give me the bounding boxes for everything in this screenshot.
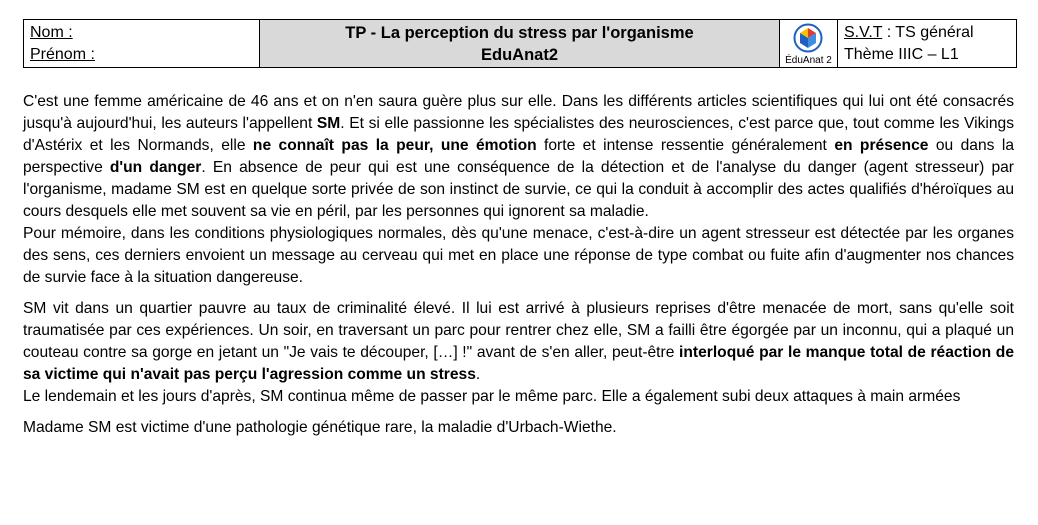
subject-level: : TS général [882, 24, 974, 41]
document-body [23, 91, 1014, 439]
prenom-label: Prénom : [30, 46, 95, 63]
eduanat-logo-icon [793, 23, 823, 53]
student-info-cell [24, 20, 260, 67]
logo-text: ÉduAnat 2 [785, 55, 832, 66]
page-subtitle: EduAnat2 [480, 46, 558, 64]
paragraph-4: Le lendemain et les jours d'après, SM continua même de passer par le même parc. Elle a également subi deux attaques à main armées [23, 388, 961, 405]
subject-cell [838, 20, 1016, 67]
theme-label: Thème IIIC – L1 [844, 46, 959, 63]
paragraph-1: C'est une femme américaine de 46 ans et on n'en saura guère plus sur elle. Dans les différents articles scientifiques qui lui ont été consacrés jusqu'à aujourd'hui, les auteurs l'appellent SM. Et si elle passionne les spécialistes des neurosciences, c'est parce que, tout comme les Vikings d'Astérix et les Normands, elle ne connaît pas la peur, une émotion forte et intense ressentie généralement en présence ou dans la perspective d'un danger. En absence de peur qui est une conséquence de la détection et de l'analyse du danger (agent stresseur) par l'organisme, madame SM est en quelque sorte privée de son instinct de survie, ce qui la conduit à accomplir des actes qualifiés d'héroïques au cours desquels elle met souvent sa vie en péril, par les personnes qui ignorent sa maladie. [23, 93, 1014, 220]
page-title: TP - La perception du stress par l'organisme [345, 24, 694, 42]
subject-label: S.V.T [844, 24, 883, 41]
paragraph-3: SM vit dans un quartier pauvre au taux de criminalité élevé. Il lui est arrivé à plusieurs reprises d'être menacée de mort, sans qu'elle soit traumatisée par ces expériences. Un soir, en traversant un parc pour rentrer chez elle, SM a failli être égorgée par un inconnu, qui a plaqué un couteau contre sa gorge en jetant un "Je vais te découper, […] !" avant de s'en aller, peut-être interloqué par le manque total de réaction de sa victime qui n'avait pas perçu l'agression comme un stress. [23, 300, 1014, 383]
header-table [23, 19, 1017, 68]
title-cell [260, 20, 780, 67]
paragraph-5: Madame SM est victime d'une pathologie génétique rare, la maladie d'Urbach-Wiethe. [23, 419, 617, 436]
logo-cell [780, 20, 838, 67]
nom-label: Nom : [30, 24, 73, 41]
subject-line [844, 22, 1016, 44]
paragraph-2: Pour mémoire, dans les conditions physiologiques normales, dès qu'une menace, c'est-à-dire un agent stresseur est détectée par les organes des sens, ces derniers envoient un message au cerveau qui met en place une réponse de type combat ou fuite afin d'augmenter nos chances de survie face à la situation dangereuse. [23, 225, 1014, 286]
